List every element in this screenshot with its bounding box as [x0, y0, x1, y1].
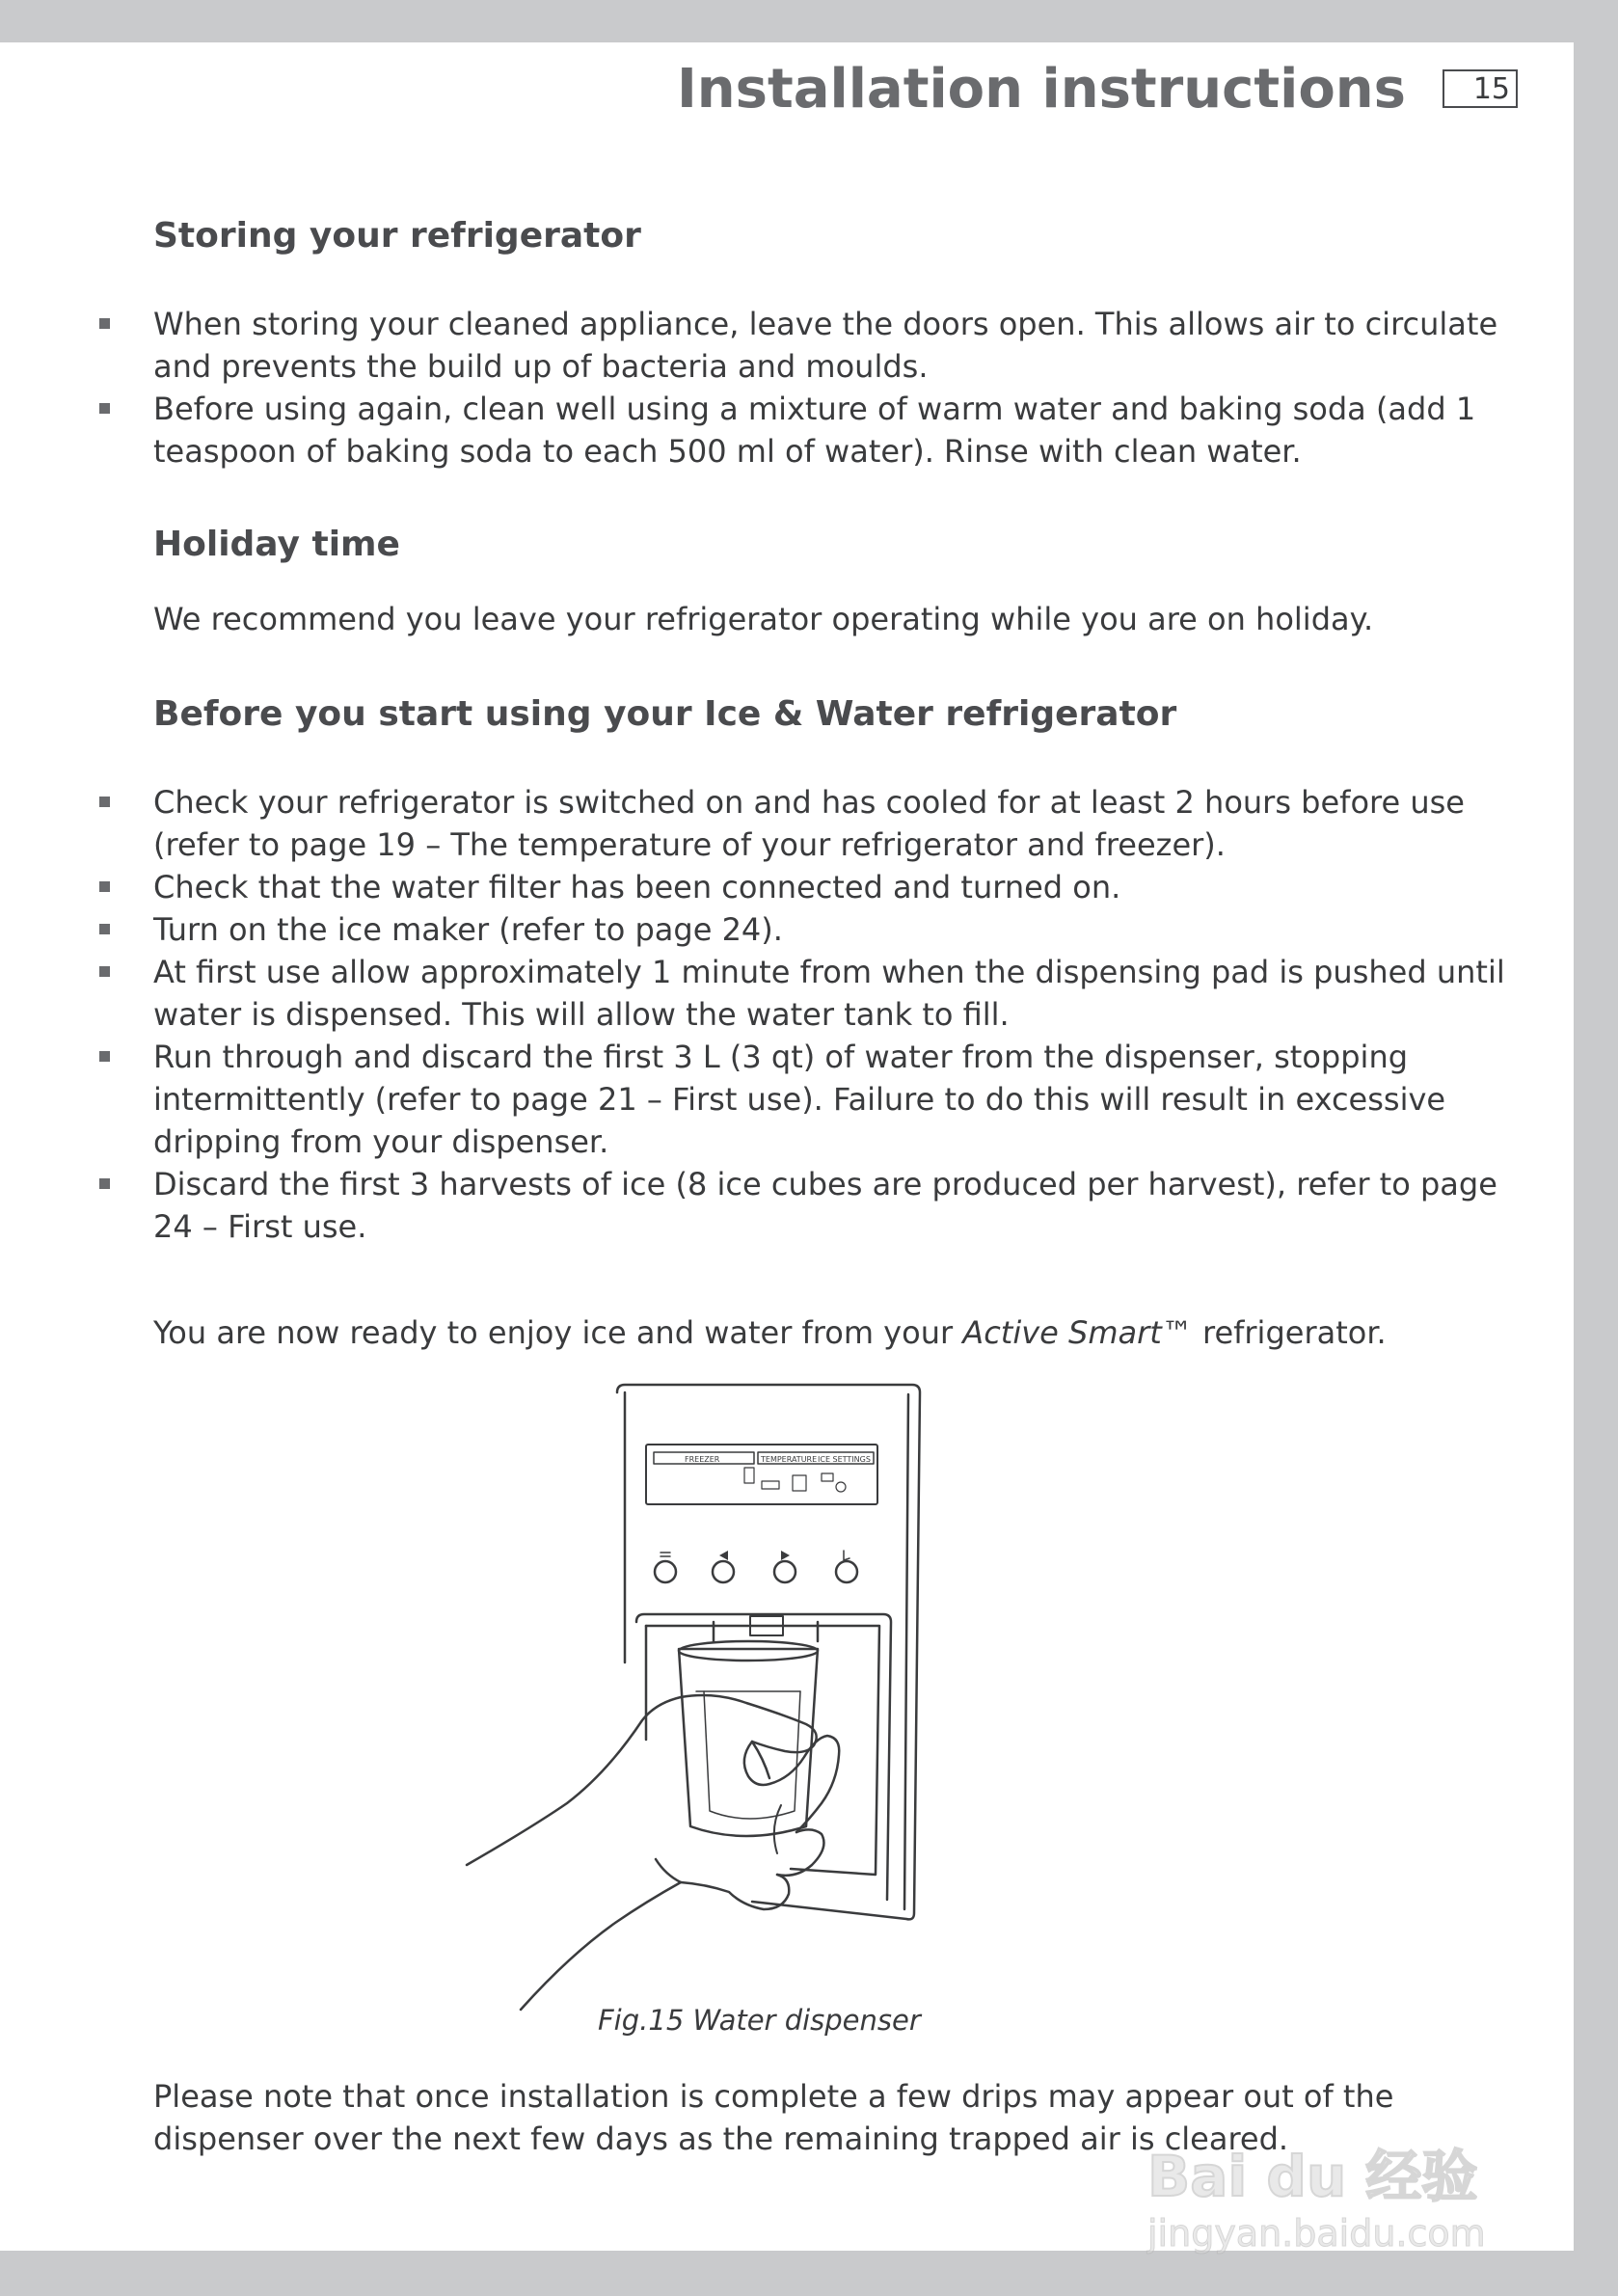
before-start-bullet-list — [0, 781, 1574, 1248]
button-row — [655, 1551, 857, 1582]
bullet-square-icon — [99, 318, 110, 329]
section-title-before-start: Before you start using your Ice & Water refrigerator — [153, 694, 1177, 734]
water-dispenser-illustration — [463, 1373, 964, 2048]
page-header-title: Installation instructions — [676, 58, 1406, 121]
ready-text: You are now ready to enjoy ice and water from your Active Smart™ refrigerator. — [153, 1314, 1387, 1351]
section-title-holiday: Holiday time — [153, 525, 400, 564]
list-item: Check your refrigerator is switched on and has cooled for at least 2 hours before use (refer to page 19 – The temperature of your refrigerator and freezer). — [0, 781, 1542, 866]
bullet-square-icon — [99, 797, 110, 807]
bullet-square-icon — [99, 924, 110, 934]
list-item: At first use allow approximately 1 minute from when the dispensing pad is pushed until water is dispensed. This will allow the water tank to fill. — [0, 951, 1542, 1036]
bullet-square-icon — [99, 1178, 110, 1189]
watermark-url: jingyan.baidu.com — [1147, 2212, 1486, 2255]
list-item: Before using again, clean well using a mixture of warm water and baking soda (add 1 teaspoon of baking soda to each 500 ml of water). Rinse with clean water. — [0, 388, 1542, 473]
bullet-square-icon — [99, 1051, 110, 1062]
list-item: When storing your cleaned appliance, leave the doors open. This allows air to circulate and prevents the build up of bacteria and moulds. — [0, 303, 1542, 388]
brand-name: Active Smart — [962, 1314, 1162, 1351]
list-item: Turn on the ice maker (refer to page 24). — [0, 908, 1542, 951]
list-item: Check that the water filter has been connected and turned on. — [0, 866, 1542, 908]
page-number: 15 — [1443, 69, 1518, 108]
bullet-square-icon — [99, 881, 110, 892]
watermark-logo-text: Bai du 经验 — [1147, 2144, 1478, 2209]
storing-bullet-list — [0, 303, 1574, 473]
panel-label-ice-settings: ICE SETTINGS — [818, 1455, 871, 1464]
list-item: Run through and discard the first 3 L (3 qt) of water from the dispenser, stopping intermittently (refer to page 21 – First use). Failure to do this will result in excessive dripping from your dispenser. — [0, 1036, 1542, 1163]
baidu-watermark — [1147, 2131, 1514, 2266]
manual-page — [0, 42, 1574, 2255]
figure-caption: Fig.15 Water dispenser — [598, 2004, 921, 2037]
bullet-square-icon — [99, 966, 110, 977]
installation-note: Please note that once installation is complete a few drips may appear out of the dispenser over the next few days as the remaining trapped air is cleared. — [153, 2078, 1394, 2157]
panel-label-temperature: TEMPERATURE — [761, 1455, 818, 1464]
section-title-storing: Storing your refrigerator — [153, 216, 641, 256]
holiday-text: We recommend you leave your refrigerator operating while you are on holiday. — [153, 601, 1374, 637]
panel-label-freezer: FREEZER — [685, 1455, 720, 1464]
list-item: Discard the first 3 harvests of ice (8 ice cubes are produced per harvest), refer to page 24 – First use. — [0, 1163, 1542, 1248]
bullet-square-icon — [99, 403, 110, 414]
